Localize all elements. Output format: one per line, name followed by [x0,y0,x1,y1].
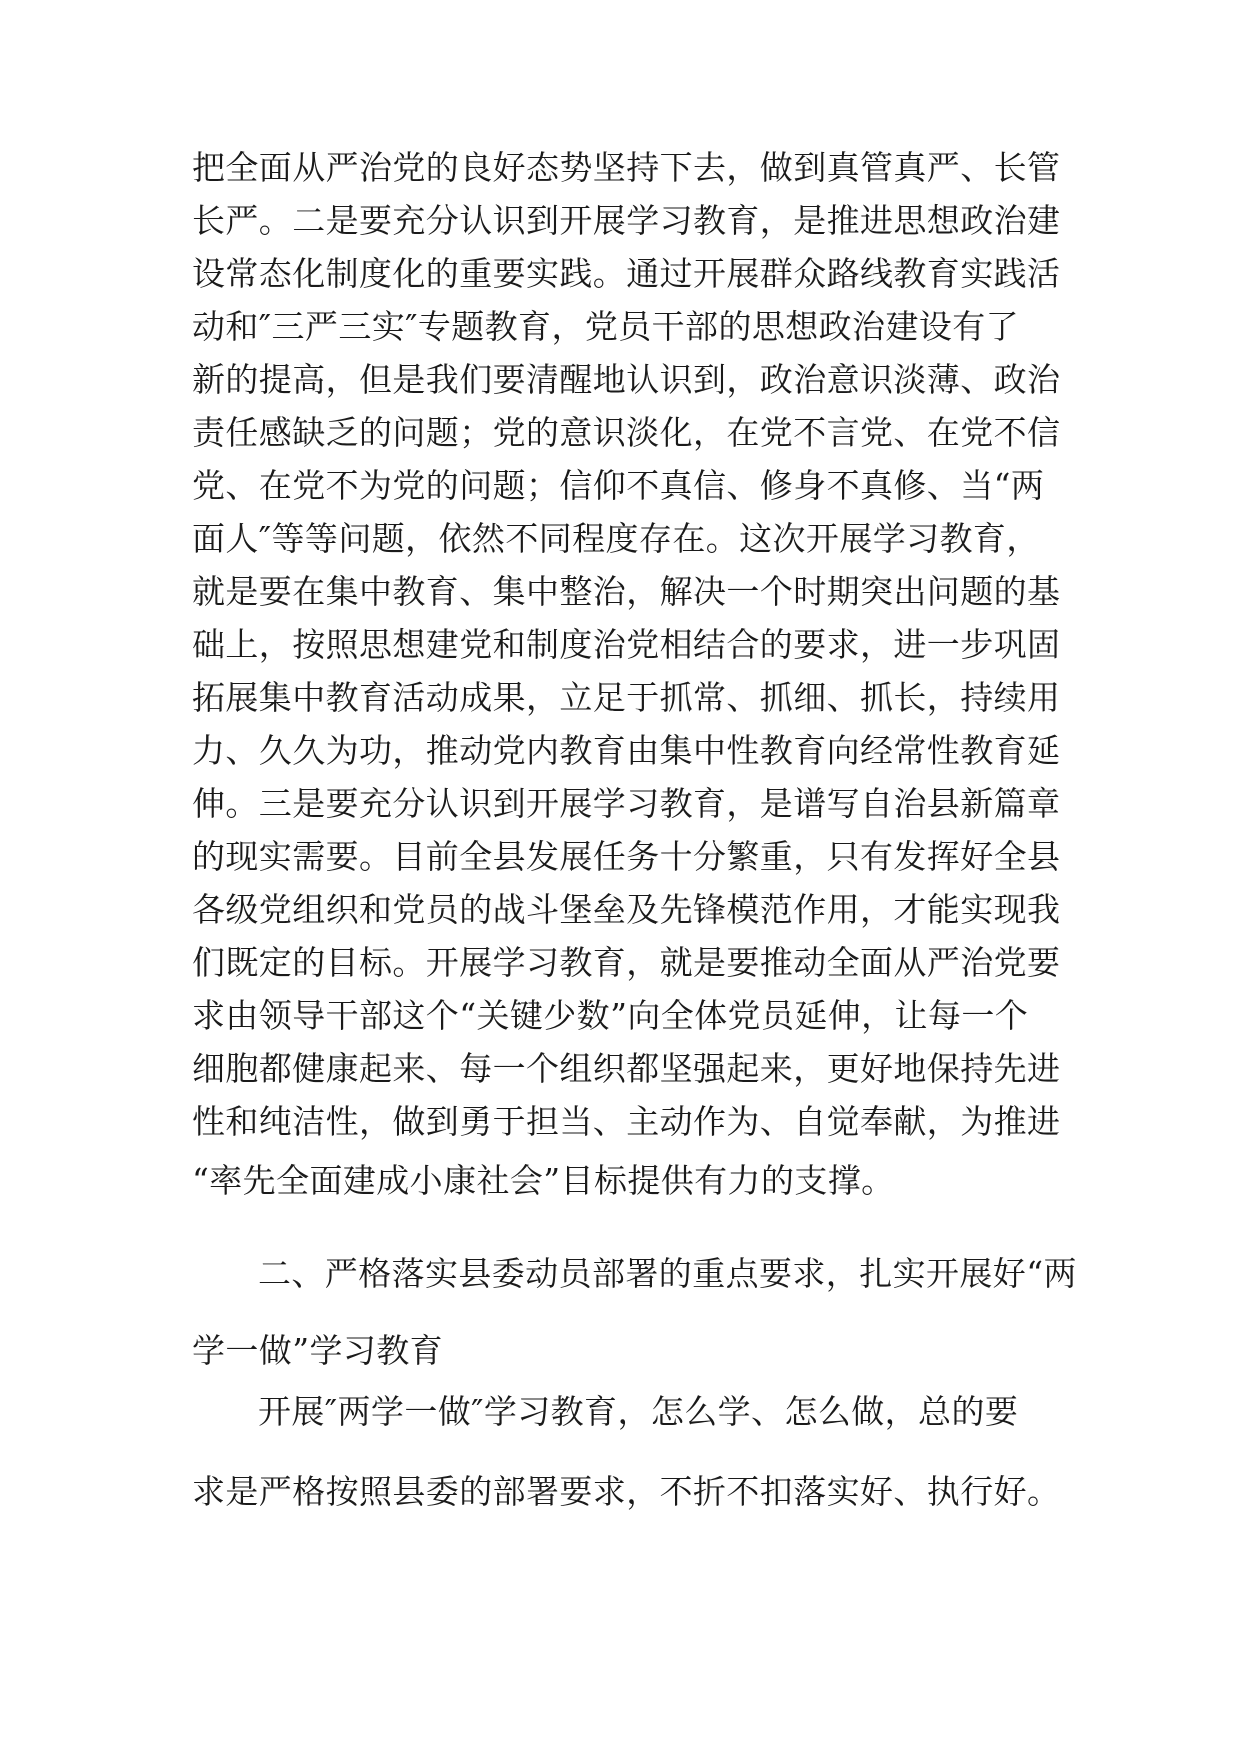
body-line: 长严。二是要充分认识到开展学习教育，是推进思想政治建 [192,201,1061,240]
body-line: 开展″两学一做″学习教育，怎么学、怎么做，总的要 [258,1392,1019,1431]
body-line: 的现实需要。目前全县发展任务十分繁重，只有发挥好全县 [192,837,1061,876]
body-line: 党、在党不为党的问题；信仰不真信、修身不真修、当“两 [192,466,1045,505]
body-line: 面人″等等问题，依然不同程度存在。这次开展学习教育， [192,519,1040,558]
body-line: 设常态化制度化的重要实践。通过开展群众路线教育实践活 [192,254,1061,293]
body-line: 动和″三严三实″专题教育，党员干部的思想政治建设有了 [192,307,1020,346]
body-line: 新的提高，但是我们要清醒地认识到，政治意识淡薄、政治 [192,360,1061,399]
body-line: 础上，按照思想建党和制度治党相结合的要求，进一步巩固 [192,625,1061,664]
body-line: 拓展集中教育活动成果，立足于抓常、抓细、抓长，持续用 [192,678,1061,717]
body-line: 力、久久为功，推动党内教育由集中性教育向经常性教育延 [192,731,1061,770]
body-line: 细胞都健康起来、每一个组织都坚强起来，更好地保持先进 [192,1049,1061,1088]
body-line: 责任感缺乏的问题；党的意识淡化，在党不言党、在党不信 [192,413,1061,452]
body-line: 就是要在集中教育、集中整治，解决一个时期突出问题的基 [192,572,1061,611]
body-line: 把全面从严治党的良好态势坚持下去，做到真管真严、长管 [192,148,1061,187]
section-heading: 二、严格落实县委动员部署的重点要求，扎实开展好“两 [258,1254,1077,1293]
body-line: 求是严格按照县委的部署要求，不折不扣落实好、执行好。 [192,1472,1061,1511]
body-line: “率先全面建成小康社会”目标提供有力的支撑。 [192,1161,895,1200]
body-line: 求由领导干部这个“关键少数”向全体党员延伸，让每一个 [192,996,1029,1035]
body-line: 各级党组织和党员的战斗堡垒及先锋模范作用，才能实现我 [192,890,1061,929]
body-line: 们既定的目标。开展学习教育，就是要推动全面从严治党要 [192,943,1061,982]
section-heading-continued: 学一做”学习教育 [192,1331,444,1370]
body-line: 伸。三是要充分认识到开展学习教育，是谱写自治县新篇章 [192,784,1061,823]
body-line: 性和纯洁性，做到勇于担当、主动作为、自觉奉献，为推进 [192,1102,1061,1141]
